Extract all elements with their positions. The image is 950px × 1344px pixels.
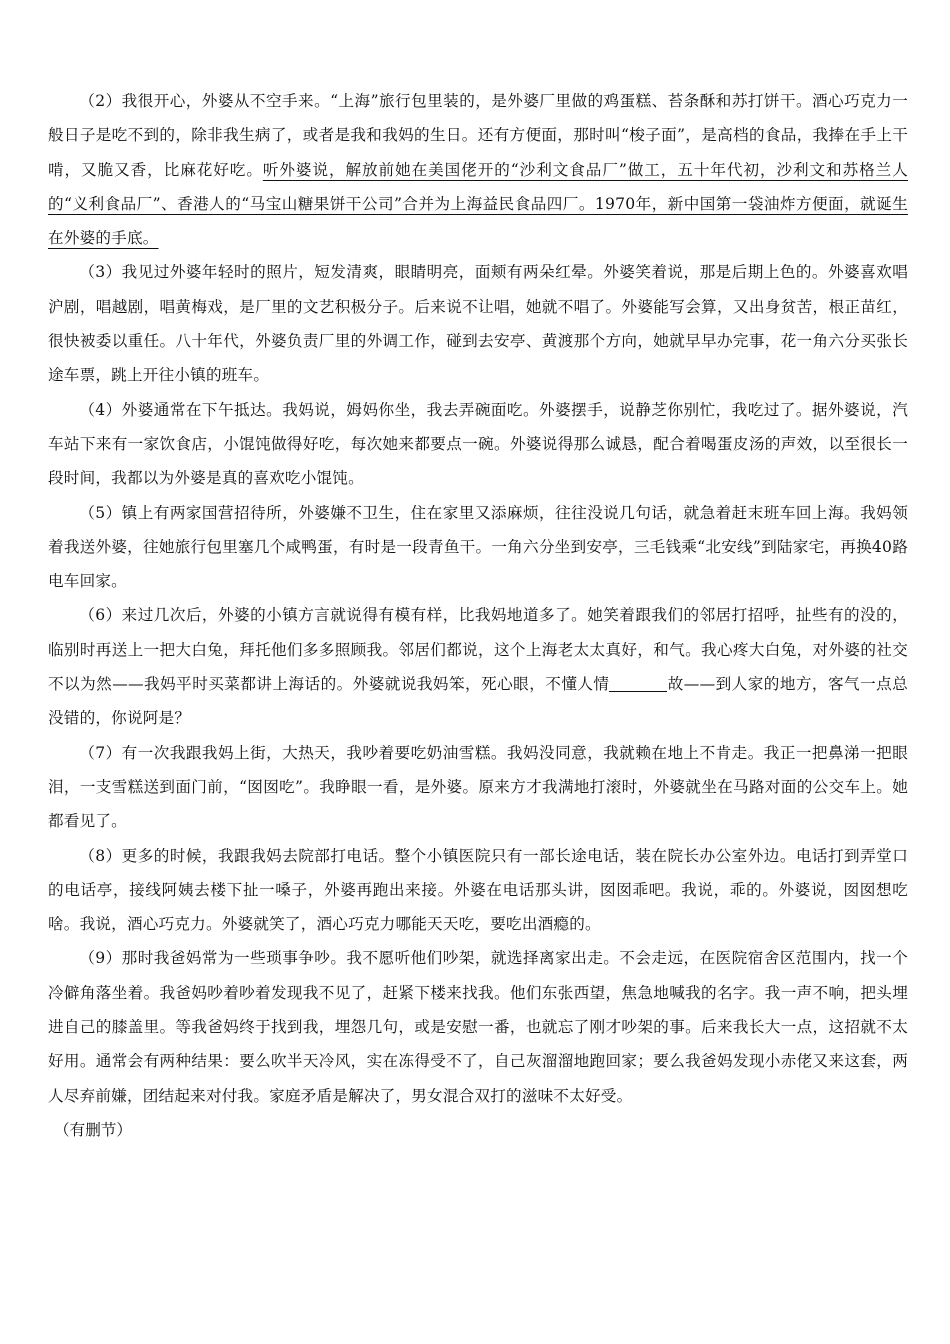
paragraph-6 — [48, 598, 908, 735]
paragraph-4: （4）外婆通常在下午抵达。我妈说，姆妈你坐，我去弄碗面吃。外婆摆手，说静芝你别忙，我吃过了。据外婆说，汽车站下来有一家饮食店，小馄饨做得好吃，每次她来都要点一碗。外婆说得那么诚恳，配合着喝蛋皮汤的声效，以至很长一段时间，我都以为外婆是真的喜欢吃小馄饨。 — [48, 400, 908, 488]
paragraph-7: （7）有一次我跟我妈上街，大热天，我吵着要吃奶油雪糕。我妈没同意，我就赖在地上不肯走。我正一把鼻涕一把眼泪，一支雪糕送到面门前，“囡囡吃”。我睁眼一看，是外婆。原来方才我满地打滚时，外婆就坐在马路对面的公交车上。她都看见了。 — [48, 743, 908, 831]
abridged-note: （有删节） — [54, 1120, 132, 1139]
paragraph-3: （3）我见过外婆年轻时的照片，短发清爽，眼睛明亮，面颊有两朵红晕。外婆笑着说，那是后期上色的。外婆喜欢唱沪剧，唱越剧，唱黄梅戏，是厂里的文艺积极分子。后来说不让唱，她就不唱了。外婆能写会算，又出身贫苦，根正苗红，很快被委以重任。八十年代，外婆负责厂里的外调工作，碰到去安亭、黄渡那个方向，她就早早办完事，花一角六分买张长途车票，跳上开往小镇的班车。 — [48, 263, 908, 385]
paragraph-2 — [48, 84, 908, 255]
paragraph-2-text: （2）我很开心，外婆从不空手来。“上海”旅行包里装的，是外婆厂里做的鸡蛋糕、苔条酥和苏打饼干。酒心巧克力一般日子是吃不到的，除非我生病了，或者是我和我妈的生日。还有方便面，那时叫“梭子面”，是高档的食品，我捧在手上干啃，又脆又香，比麻花好吃。 — [48, 92, 908, 179]
paragraph-2-underlined-text: 听外婆说，解放前她在美国佬开的“沙利文食品厂”做工，五十年代初，沙利文和苏格兰人的“义利食品厂”、香港人的“马宝山糖果饼干公司”合并为上海益民食品四厂。1970年，新中国第一袋油炸方便面，就诞生在外婆的手底。 — [48, 160, 908, 248]
fill-in-blank[interactable] — [609, 675, 667, 692]
paragraph-6-text-before: （6）来过几次后，外婆的小镇方言就说得有模有样，比我妈地道多了。她笑着跟我们的邻居打招呼，扯些有的没的，临别时再送上一把大白兔，拜托他们多多照顾我。邻居们都说，这个上海老太太真好，和气。我心疼大白兔，对外婆的社交不以为然——我妈平时买菜都讲上海话的。外婆就说我妈笨，死心眼，不懂人情 — [48, 606, 908, 694]
document-page — [48, 84, 908, 1147]
paragraph-9: （9）那时我爸妈常为一些琐事争吵。我不愿听他们吵架，就选择离家出走。不会走远，在医院宿舍区范围内，找一个冷僻角落坐着。我爸妈吵着吵着发现我不见了，赶紧下楼来找我。他们东张西望，焦急地喊我的名字。我一声不响，把头埋进自己的膝盖里。等我爸妈终于找到我，埋怨几句，或是安慰一番，也就忘了刚才吵架的事。后来我长大一点，这招就不太好用。通常会有两种结果：要么吹半天冷风，实在冻得受不了，自己灰溜溜地跑回家；要么我爸妈发现小赤佬又来这套，两人尽弃前嫌，团结起来对付我。家庭矛盾是解决了，男女混合双打的滋味不太好受。 — [48, 949, 908, 1105]
paragraph-5: （5）镇上有两家国营招待所，外婆嫌不卫生，住在家里又添麻烦，往往没说几句话，就急着赶末班车回上海。我妈领着我送外婆，往她旅行包里塞几个咸鸭蛋，有时是一段青鱼干。一角六分坐到安亭，三毛钱乘“北安线”到陆家宅，再换40路电车回家。 — [48, 503, 908, 591]
paragraph-6-text-after: 故——到人家的地方，客气一点总没错的，你说阿是？ — [48, 675, 908, 728]
paragraph-8: （8）更多的时候，我跟我妈去院部打电话。整个小镇医院只有一部长途电话，装在院长办公室外边。电话打到弄堂口的电话亭，接线阿姨去楼下扯一嗓子，外婆再跑出来接。外婆在电话那头讲，囡囡乖吧。我说，乖的。外婆说，囡囡想吃啥。我说，酒心巧克力。外婆就笑了，酒心巧克力哪能天天吃，要吃出酒瘾的。 — [48, 846, 908, 934]
